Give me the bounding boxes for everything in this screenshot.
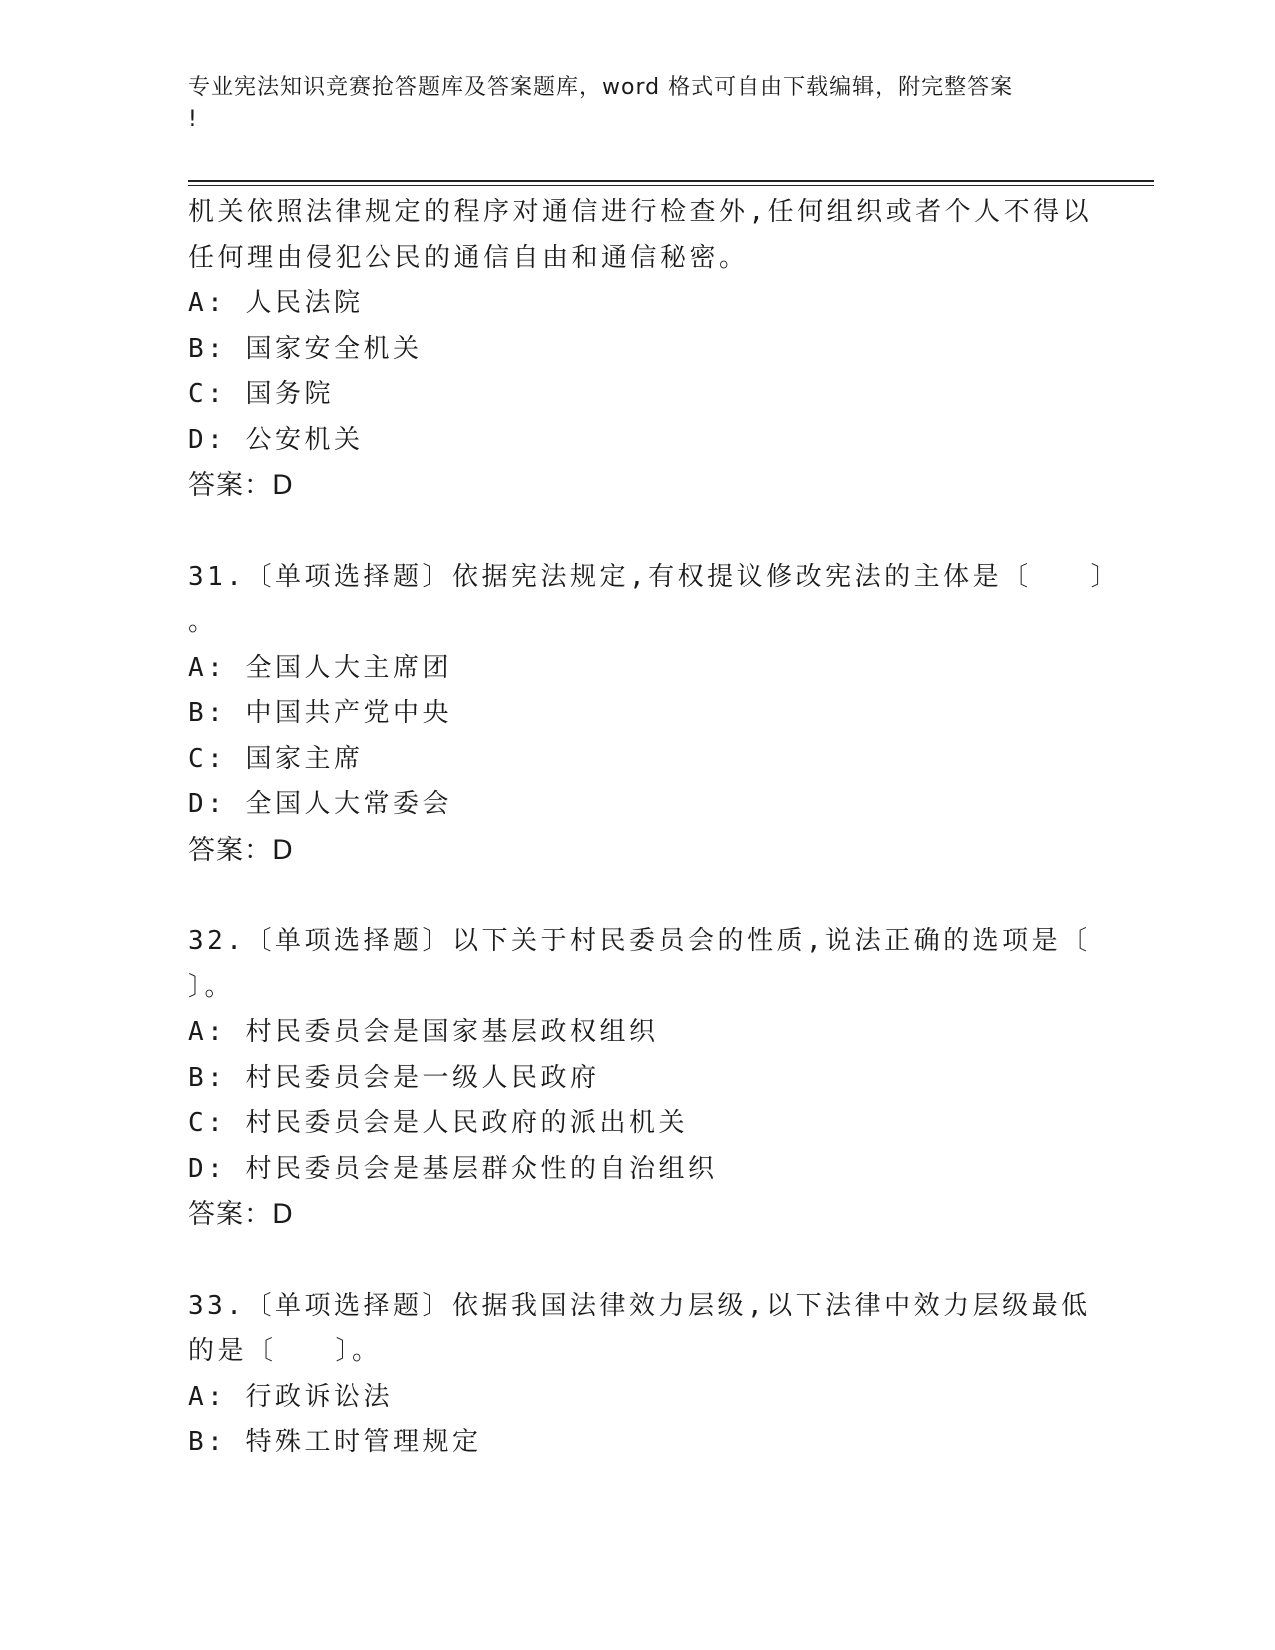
answer-line: 答案：D <box>188 834 294 866</box>
header-title-line-2: ! <box>188 107 198 132</box>
option-a: A: 人民法院 <box>188 288 364 318</box>
header-title-line-1: 专业宪法知识竞赛抢答题库及答案题库，word 格式可自由下载编辑，附完整答案 <box>188 75 1014 100</box>
option-b: B: 国家安全机关 <box>188 333 423 364</box>
spacer <box>188 509 1088 555</box>
spacer <box>188 1238 1088 1284</box>
question-stem-line: 33.〔单项选择题〕依据我国法律效力层级,以下法律中效力层级最低 <box>188 1290 1091 1321</box>
question-stem-line: 31.〔单项选择题〕依据宪法规定,有权提议修改宪法的主体是〔 〕 <box>188 561 1121 592</box>
question-stem-line: 。 <box>188 607 218 637</box>
header-rule-thin <box>188 185 1154 186</box>
question-list <box>188 190 1121 1466</box>
option-d: D: 全国人大常委会 <box>188 789 452 819</box>
option-c: C: 国家主席 <box>188 743 364 774</box>
header-rule-thick <box>188 180 1154 182</box>
question-stem-line: 〕。 <box>188 971 235 1002</box>
question-block <box>188 555 1121 874</box>
option-d: D: 公安机关 <box>188 424 364 455</box>
question-block <box>188 190 1093 509</box>
answer-line: 答案：D <box>188 1199 294 1230</box>
question-stem-line: 的是〔 〕。 <box>188 1336 382 1366</box>
spacer <box>188 873 1088 919</box>
question-stem-line: 机关依照法律规定的程序对通信进行检查外,任何组织或者个人不得以 <box>188 197 1093 227</box>
option-d: D: 村民委员会是基层群众性的自治组织 <box>188 1153 718 1184</box>
question-stem-line: 任何理由侵犯公民的通信自由和通信秘密。 <box>188 242 749 273</box>
question-block <box>188 919 1091 1238</box>
question-stem-line: 32.〔单项选择题〕以下关于村民委员会的性质,说法正确的选项是〔 <box>188 926 1091 956</box>
option-c: C: 村民委员会是人民政府的派出机关 <box>188 1108 688 1138</box>
option-a: A: 村民委员会是国家基层政权组织 <box>188 1017 659 1047</box>
option-b: B: 村民委员会是一级人民政府 <box>188 1062 600 1093</box>
option-b: B: 中国共产党中央 <box>188 698 452 728</box>
option-a: A: 行政诉讼法 <box>188 1381 393 1412</box>
question-block <box>188 1284 1091 1466</box>
page-header <box>188 72 1068 136</box>
option-a: A: 全国人大主席团 <box>188 652 452 683</box>
option-c: C: 国务院 <box>188 379 334 409</box>
option-b: B: 特殊工时管理规定 <box>188 1427 482 1457</box>
answer-line: 答案：D <box>188 470 294 501</box>
